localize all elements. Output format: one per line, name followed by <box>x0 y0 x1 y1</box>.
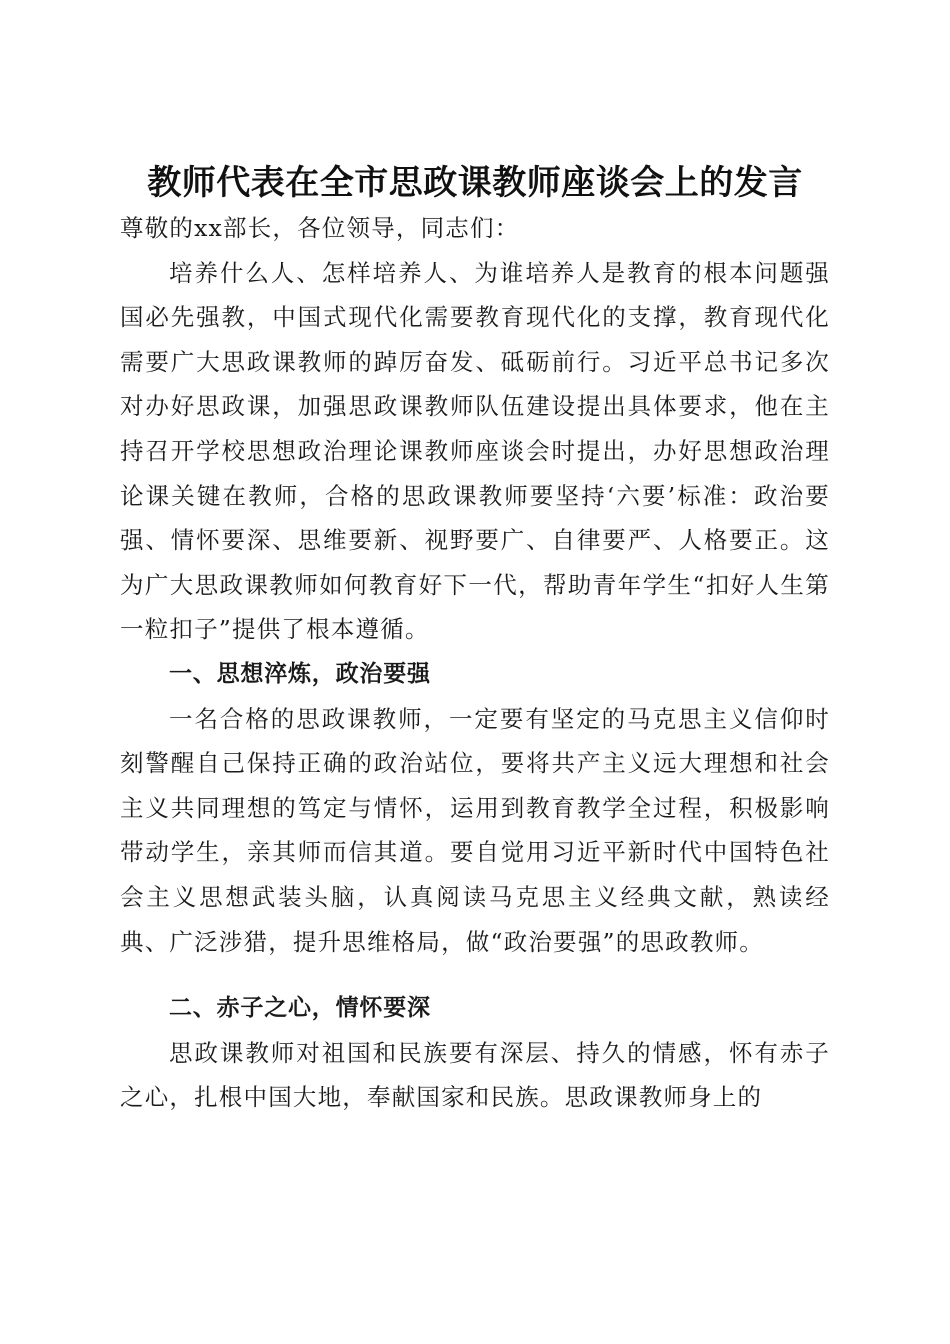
section-spacer <box>120 964 830 986</box>
section-2-heading: 二、赤子之心，情怀要深 <box>169 995 431 1022</box>
section-2-paragraph: 思政课教师对祖国和民族要有深层、持久的情感，怀有赤子之心，扎根中国大地，奉献国家和民族。思政课教师身上的 <box>120 1038 830 1112</box>
salutation: 尊敬的xx部长，各位领导，同志们： <box>120 214 520 242</box>
document-body <box>120 206 830 1120</box>
intro-paragraph: 培养什么人、怎样培养人、为谁培养人是教育的根本问题强国必先强教，中国式现代化需要教育现代化的支撑，教育现代化需要广大思政课教师的踔厉奋发、砥砺前行。习近平总书记多次对办好思政课，加强思政课教师队伍建设提出具体要求，他在主持召开学校思想政治理论课教师座谈会时提出，办好思想政治理论课关键在教师，合格的思政课教师要坚持‘六要’标准：政治要强、情怀要深、思维要新、视野要广、自律要严、人格要正。这为广大思政课教师如何教育好下一代，帮助青年学生“扣好人生第一粒扣子”提供了根本遵循。 <box>120 258 830 644</box>
document-title: 教师代表在全市思政课教师座谈会上的发言 <box>147 162 803 203</box>
section-1-paragraph: 一名合格的思政课教师，一定要有坚定的马克思主义信仰时刻警醒自己保持正确的政治站位，要将共产主义远大理想和社会主义共同理想的笃定与情怀，运用到教育教学全过程，积极影响带动学生，亲其师而信其道。要自觉用习近平新时代中国特色社会主义思想武装头脑，认真阅读马克思主义经典文献，熟读经典、广泛涉猎，提升思维格局，做“政治要强”的思政教师。 <box>120 704 830 956</box>
section-1-heading: 一、思想淬炼，政治要强 <box>169 660 431 687</box>
